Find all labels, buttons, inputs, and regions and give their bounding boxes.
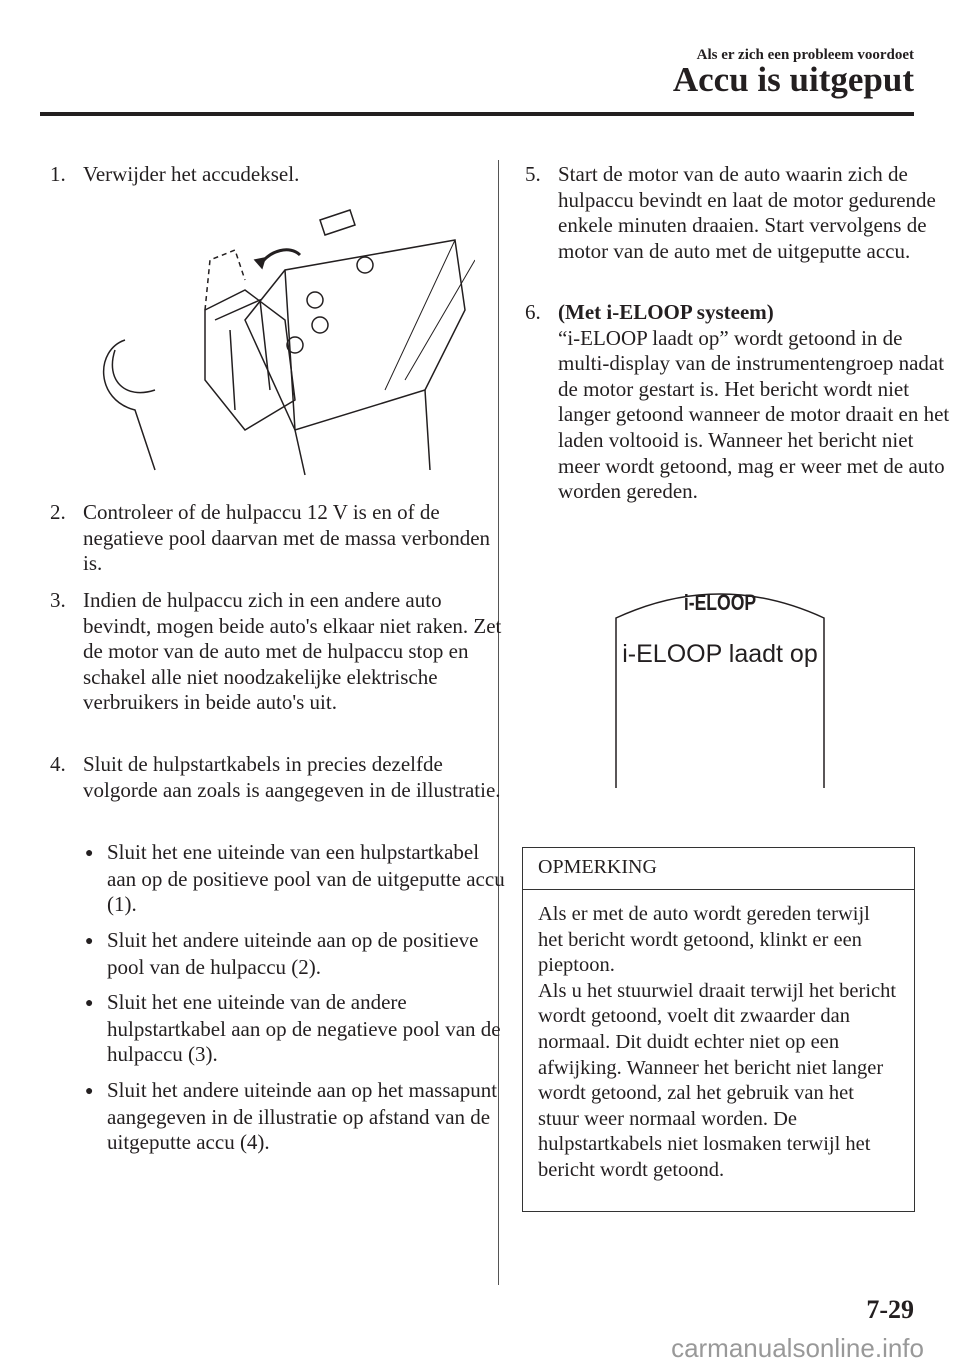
header-rule xyxy=(40,112,914,116)
display-outline xyxy=(615,588,825,788)
display-message: i-ELOOP laadt op xyxy=(622,640,818,668)
step-1: 1. Verwijder het accudeksel. xyxy=(50,162,300,186)
watermark: carmanualsonline.info xyxy=(671,1333,924,1363)
bullet-item: ● Sluit het andere uiteinde aan op de positieve pool van de hulpaccu (2). xyxy=(85,928,479,979)
step-3: 3. Indien de hulpaccu zich in een andere auto bevindt, mogen beide auto's elkaar niet raken. Zet de motor van de auto met de hulpaccu stop en schakel alle niet noodzakelijke elektrische verbruikers in beide auto's uit. xyxy=(50,588,502,715)
step-2: 2. Controleer of de hulpaccu 12 V is en of de negatieve pool daarvan met de massa verbonden is. xyxy=(50,500,491,576)
bullet-item: ● Sluit het ene uiteinde van de andere hulpstartkabel aan op de negatieve pool van de hulpaccu (3). xyxy=(85,990,501,1067)
page-number: 7-29 xyxy=(866,1295,914,1324)
step-5: 5. Start de motor van de auto waarin zich de hulpaccu bevindt en laat de motor gedurende enkele minuten draaien. Start vervolgens de motor van de auto met de uitgeputte accu. xyxy=(525,162,936,263)
step-6: 6. (Met i-ELOOP systeem) “i-ELOOP laadt op” wordt getoond in de multi-display van de instrumentengroep nadat de motor gestart is. Het bericht wordt niet langer getoond wanneer de motor draait en het laden voltooid is. Wanneer het bericht niet meer wordt getoond, mag er weer met de auto worden gereden. xyxy=(525,300,950,504)
bullet-item: ● Sluit het andere uiteinde aan op het massapunt aangegeven in de illustratie op afstand van de uitgeputte accu (4). xyxy=(85,1078,498,1155)
multi-display-illustration xyxy=(615,588,825,788)
step-4: 4. Sluit de hulpstartkabels in precies dezelfde volgorde aan zoals is aangegeven in de illustratie. xyxy=(50,752,501,802)
i-eloop-logo: i-ELOOP xyxy=(683,590,757,615)
note-title: OPMERKING xyxy=(523,848,914,890)
note-text: Als er met de auto wordt gereden terwijl het bericht wordt getoond, klinkt er een pieptoon. Als u het stuurwiel draait terwijl het bericht wordt getoond, voelt dit zwaarder dan normaal. Dit duidt echter niet op een afwijking. Wanneer het bericht niet langer wordt getoond, zal het gebruik van het stuur weer normaal worden. De hulpstartkabels niet losmaken terwijl het bericht wordt getoond. xyxy=(538,903,897,1181)
section-title: Als er zich een probleem voordoet xyxy=(696,47,914,63)
battery-cover-illustration xyxy=(95,200,475,480)
page-title: Accu is uitgeput xyxy=(672,60,914,99)
bullet-item: ● Sluit het ene uiteinde van een hulpstartkabel aan op de positieve pool van de uitgeputte accu (1). xyxy=(85,840,505,917)
note-box xyxy=(522,847,915,1212)
